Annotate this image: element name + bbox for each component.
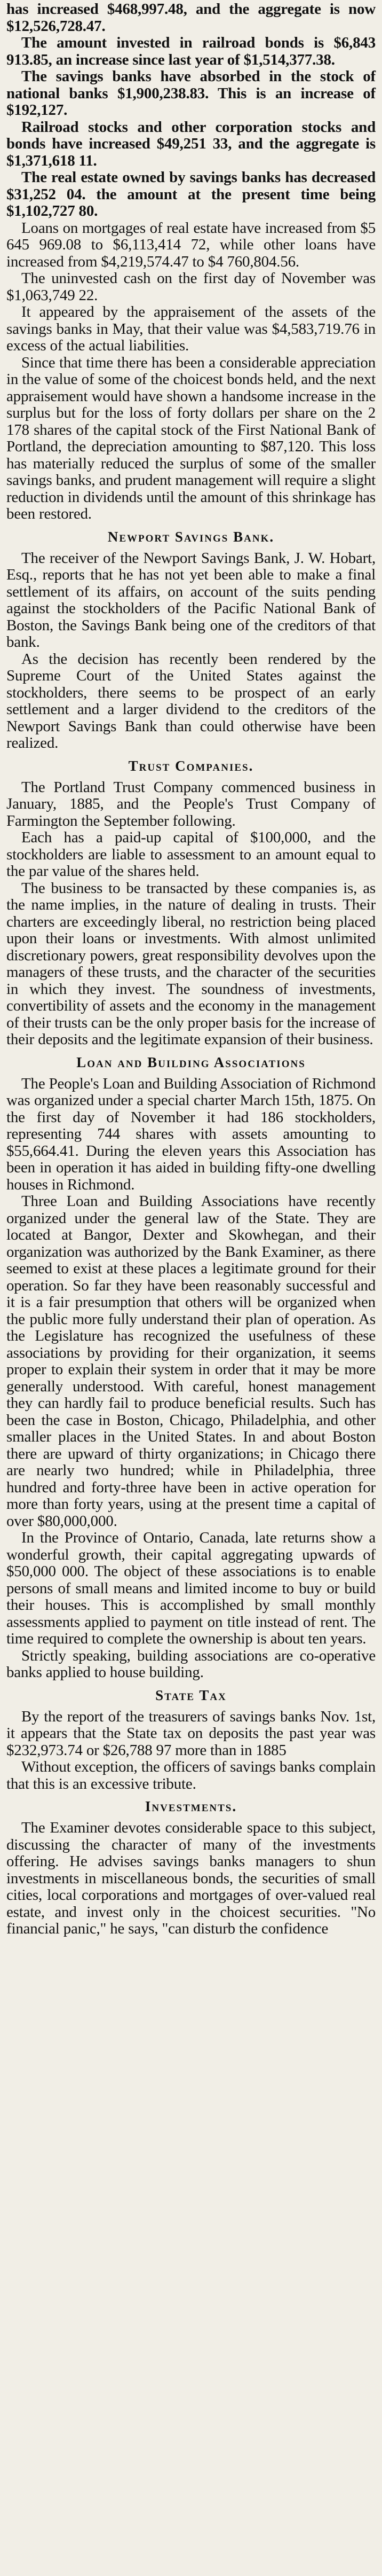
paragraph: By the report of the treasurers of savings banks Nov. 1st, it appears that the State tax on deposits the past year was $232,973.74 or $26,788 97 more than in 1885 xyxy=(6,1708,376,1759)
paragraph: Each has a paid-up capital of $100,000, and the stockholders are liable to assessment to an amount equal to the par value of the shares held. xyxy=(6,829,376,880)
section-heading: Trust Companies. xyxy=(128,757,254,774)
paragraph: The business to be transacted by these companies is, as the name implies, in the nature of dealing in trusts. Their charters are exceedingly liberal, no restriction being placed upon their loans or investments. With almost unlimited discretionary powers, great responsibility devolves upon the managers of these trusts, and the character of the securities in which they invest. The soundness of investments, convertibility of assets and the economy in the management of their trusts can be the only proper basis for the increase of their deposits and the legitimate expansion of their business. xyxy=(6,879,376,1048)
section-loan-and-building xyxy=(6,1054,376,1681)
paragraph: In the Province of Ontario, Canada, late returns show a wonderful growth, their capital aggregating upwards of $50,000 000. The object of these associations is to enable persons of small means and limited income to buy or build their houses. This is accomplished by small monthly assessments applied to payment on title instead of rent. The time required to complete the ownership is about ten years. xyxy=(6,1529,376,1647)
section-heading: Newport Savings Bank. xyxy=(107,528,275,545)
paragraph: As the decision has recently been rendered by the Supreme Court of the United States against the stockholders, there seems to be prospect of an early settlement and a larger dividend to the creditors of the Newport Savings Bank than could otherwise have been realized. xyxy=(6,650,376,751)
section-heading: State Tax xyxy=(155,1687,227,1703)
paragraph: Since that time there has been a considerable appreciation in the value of some of the choicest bonds held, and the next appraisement would have shown a handsome increase in the surplus but for the loss of forty dollars per share on the 2 178 shares of the capital stock of the First National Bank of Portland, the depreciation amounting to $87,120. This loss has materially reduced the surplus of some of the smaller savings banks, and prudent management will require a slight reduction in dividends until the amount of this shrinkage has been restored. xyxy=(6,354,376,522)
paragraph: The Portland Trust Company commenced business in January, 1885, and the People's Trust Company of Farmington the September following. xyxy=(6,778,376,829)
paragraph: The real estate owned by savings banks has decreased $31,252 04. the amount at the present time being $1,102,727 80. xyxy=(6,169,376,220)
section-trust-companies xyxy=(6,757,376,1048)
paragraph: The People's Loan and Building Association of Richmond was organized under a special charter March 15th, 1875. On the first day of November it had 186 stockholders, representing 744 shares with assets amounting to $55,664.41. During the eleven years this Association has been in operation it has aided in building fifty-one dwelling houses in Richmond. xyxy=(6,1075,376,1193)
paragraph: Without exception, the officers of savings banks complain that this is an excessive tribute. xyxy=(6,1758,376,1792)
section-investments xyxy=(6,1798,376,1938)
section-heading: Loan and Building Associations xyxy=(76,1054,306,1070)
paragraph: The receiver of the Newport Savings Bank, J. W. Hobart, Esq., reports that he has not yet been able to make a final settlement of its affairs, on account of the suits pending against the stockholders of the Pacific National Bank of Boston, the Savings Bank being one of the creditors of that bank. xyxy=(6,549,376,651)
paragraph: The amount invested in railroad bonds is $6,843 913.85, an increase since last year of $1,514,377.38. xyxy=(6,34,376,68)
paragraph: The savings banks have absorbed in the stock of national banks $1,900,238.83. This is an increase of $192,127. xyxy=(6,68,376,119)
paragraph: has increased $468,997.48, and the aggregate is now $12,526,728.47. xyxy=(6,1,376,35)
paragraph: Loans on mortgages of real estate have increased from $5 645 969.08 to $6,113,414 72, while other loans have increased from $4,219,574.47 to $4 760,804.56. xyxy=(6,219,376,270)
section-heading: Investments. xyxy=(145,1798,237,1814)
paragraph: The uninvested cash on the first day of November was $1,063,749 22. xyxy=(6,270,376,304)
paragraph: It appeared by the appraisement of the assets of the savings banks in May, that their value was $4,583,719.76 in excess of the actual liabilities. xyxy=(6,303,376,354)
paragraph: Railroad stocks and other corporation stocks and bonds have increased $49,251 33, and the aggregate is $1,371,618 11. xyxy=(6,118,376,169)
section-newport-savings-bank xyxy=(6,528,376,752)
section-state-tax xyxy=(6,1687,376,1793)
paragraph: Strictly speaking, building associations are co-operative banks applied to house building. xyxy=(6,1647,376,1681)
paragraph: Three Loan and Building Associations have recently organized under the general law of the State. They are located at Bangor, Dexter and Skowhegan, and their organization was authorized by the Bank Examiner, as there seemed to exist at these places a legitimate ground for their operation. So far they have been reasonably successful and it is a fair presumption that others will be organized when the public more fully understand their plan of operation. As the Legislature has recognized the usefulness of these associations by providing for their organization, it seems proper to explain their system in order that it may be more generally understood. With careful, honest management they can hardly fail to produce beneficial results. Such has been the case in Boston, Chicago, Philadelphia, and other smaller places in the United States. In and about Boston there are upward of thirty organizations; in Chicago there are nearly two hundred; while in Philadelphia, three hundred and forty-three have been in active operation for more than forty years, using at the present time a capital of over $80,000,000. xyxy=(6,1193,376,1530)
savings-bank-summary xyxy=(6,1,376,523)
paragraph: The Examiner devotes considerable space to this subject, discussing the character of many of the investments offering. He advises savings banks managers to shun investments in miscellaneous bonds, the securities of small cities, local corporations and mortgages of over-valued real estate, and invest only in the choicest securities. "No financial panic," he says, "can disturb the confidence xyxy=(6,1819,376,1937)
